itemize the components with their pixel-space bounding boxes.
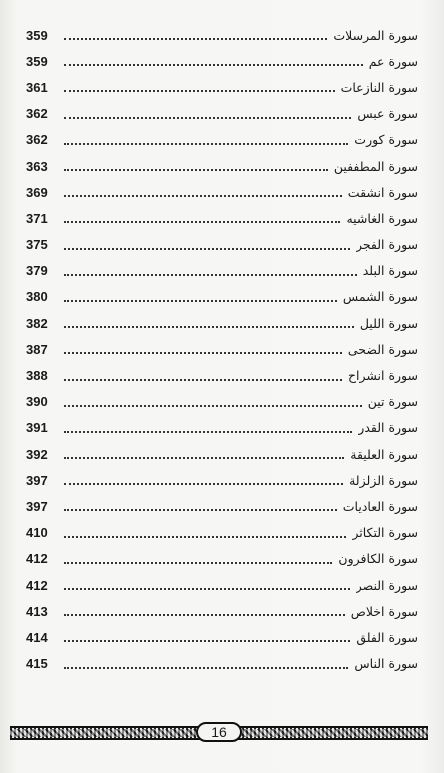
toc-entry xyxy=(26,310,418,336)
toc-title: سورة المطففين xyxy=(333,158,418,174)
toc-entry xyxy=(26,205,418,231)
toc-title: سورة الفلق xyxy=(356,629,418,645)
dot-leader xyxy=(64,169,328,171)
toc-page-number: 380 xyxy=(26,289,48,305)
toc-title: سورة الشمس xyxy=(342,289,418,305)
toc-page-number: 379 xyxy=(26,263,48,279)
toc-title: سورة الناس xyxy=(354,656,418,672)
toc-entry xyxy=(26,336,418,362)
dot-leader xyxy=(64,588,350,590)
dot-leader xyxy=(64,457,344,459)
dot-leader xyxy=(64,667,348,669)
toc-title: سورة تين xyxy=(367,394,418,410)
toc-entry xyxy=(26,48,418,74)
toc-entry xyxy=(26,415,418,441)
toc-title: سورة الغاشيه xyxy=(346,210,418,226)
toc-entry xyxy=(26,441,418,467)
dot-leader xyxy=(64,405,362,407)
toc-title: سورة عبس xyxy=(357,106,418,122)
toc-entry xyxy=(26,598,418,624)
dot-leader xyxy=(64,221,340,223)
toc-page-number: 397 xyxy=(26,472,48,488)
toc-entry xyxy=(26,467,418,493)
toc-page-number: 363 xyxy=(26,158,48,174)
toc-page-number: 361 xyxy=(26,79,48,95)
toc-entry xyxy=(26,284,418,310)
toc-title: سورة النازعات xyxy=(340,79,418,95)
toc-entry xyxy=(26,362,418,388)
toc-page-number: 387 xyxy=(26,341,48,357)
toc-title: سورة الكافرون xyxy=(338,551,418,567)
toc-entry xyxy=(26,572,418,598)
toc-page-number: 382 xyxy=(26,315,48,331)
toc-entry xyxy=(26,520,418,546)
dot-leader xyxy=(64,274,357,276)
toc-page-number: 415 xyxy=(26,656,48,672)
toc-page-number: 371 xyxy=(26,210,48,226)
page-number: 16 xyxy=(196,722,242,742)
dot-leader xyxy=(64,195,342,197)
toc-title: سورة العلیقة xyxy=(350,446,418,462)
toc-entry xyxy=(26,493,418,519)
dot-leader xyxy=(64,483,343,485)
toc-title: سورة التكاثر xyxy=(352,525,418,541)
toc-page-number: 362 xyxy=(26,106,48,122)
toc-page-number: 391 xyxy=(26,420,48,436)
dot-leader xyxy=(64,640,350,642)
toc-entry xyxy=(26,101,418,127)
toc-title: سورة الليل xyxy=(359,315,418,331)
dot-leader xyxy=(64,509,337,511)
dot-leader xyxy=(64,326,354,328)
dot-leader xyxy=(64,352,342,354)
toc-page-number: 397 xyxy=(26,498,48,514)
toc-title: سورة انشقت xyxy=(347,184,418,200)
toc-page-number: 359 xyxy=(26,27,48,43)
dot-leader xyxy=(64,248,350,250)
dot-leader xyxy=(64,38,327,40)
table-of-contents xyxy=(26,22,418,677)
toc-entry xyxy=(26,22,418,48)
dot-leader xyxy=(64,562,332,564)
toc-page-number: 413 xyxy=(26,603,48,619)
dot-leader xyxy=(64,143,348,145)
toc-page-number: 375 xyxy=(26,237,48,253)
toc-page-number: 390 xyxy=(26,394,48,410)
toc-entry xyxy=(26,389,418,415)
toc-entry xyxy=(26,232,418,258)
toc-title: سورة عم xyxy=(368,53,418,69)
dot-leader xyxy=(64,300,337,302)
toc-entry xyxy=(26,258,418,284)
dot-leader xyxy=(64,614,345,616)
dot-leader xyxy=(64,536,346,538)
toc-title: سورة القدر xyxy=(358,420,418,436)
footer-ornament xyxy=(10,722,428,744)
dot-leader xyxy=(64,64,363,66)
toc-title: سورة النصر xyxy=(355,577,418,593)
toc-entry xyxy=(26,179,418,205)
toc-entry xyxy=(26,651,418,677)
toc-entry xyxy=(26,624,418,650)
toc-entry xyxy=(26,127,418,153)
toc-entry xyxy=(26,546,418,572)
toc-page-number: 412 xyxy=(26,577,48,593)
toc-title: سورة كورت xyxy=(354,132,418,148)
toc-title: سورة الضحى xyxy=(347,341,418,357)
toc-page-number: 410 xyxy=(26,525,48,541)
toc-entry xyxy=(26,153,418,179)
toc-page-number: 392 xyxy=(26,446,48,462)
toc-title: سورة اخلاص xyxy=(350,603,418,619)
toc-page-number: 414 xyxy=(26,629,48,645)
dot-leader xyxy=(64,431,352,433)
toc-page-number: 369 xyxy=(26,184,48,200)
dot-leader xyxy=(64,90,335,92)
dot-leader xyxy=(64,379,342,381)
toc-title: سورة المرسلات xyxy=(333,27,418,43)
toc-title: سورة العادیات xyxy=(342,498,418,514)
dot-leader xyxy=(64,117,351,119)
toc-page-number: 359 xyxy=(26,53,48,69)
toc-title: سورة الزلزلة xyxy=(349,472,418,488)
toc-title: سورة انشراح xyxy=(347,368,418,384)
toc-page-number: 412 xyxy=(26,551,48,567)
toc-page-number: 362 xyxy=(26,132,48,148)
toc-title: سورة البلد xyxy=(362,263,418,279)
toc-page-number: 388 xyxy=(26,368,48,384)
toc-title: سورة الفجر xyxy=(355,237,418,253)
toc-entry xyxy=(26,74,418,100)
